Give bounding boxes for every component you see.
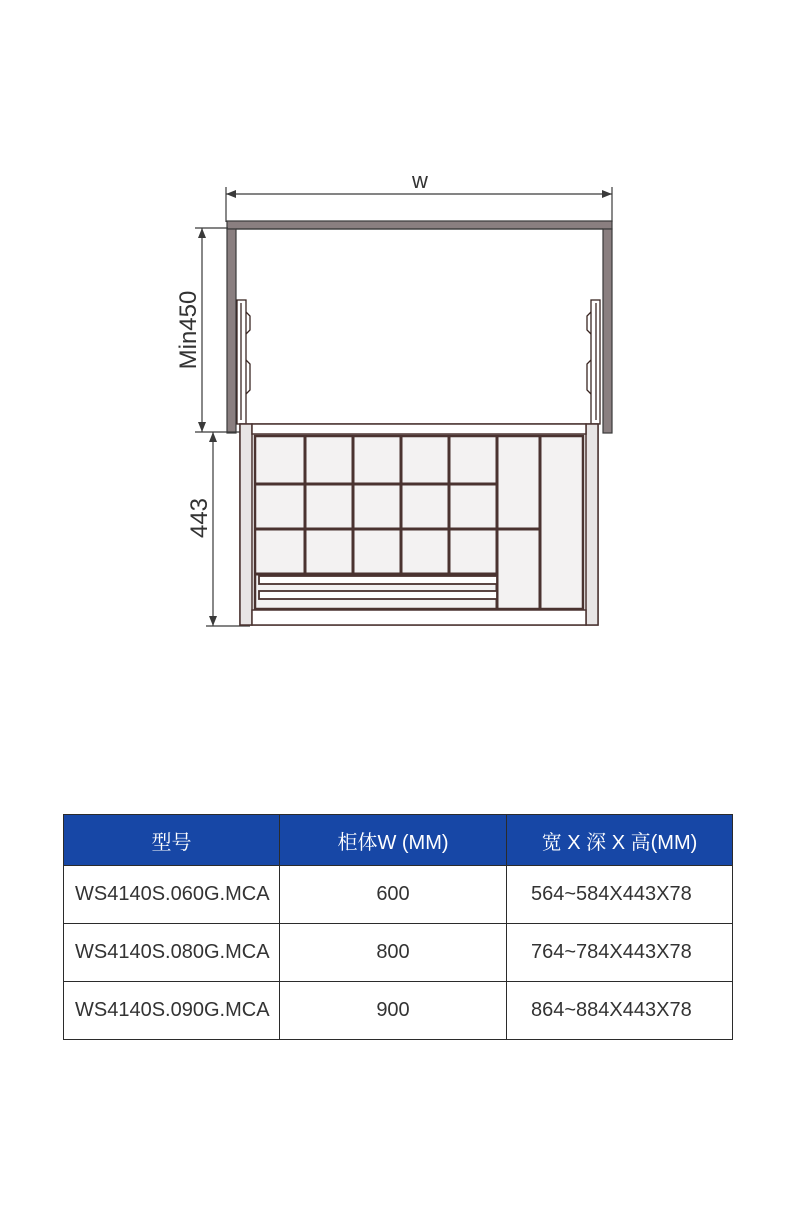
model-cell: WS4140S.090G.MCA bbox=[64, 982, 280, 1040]
cabinet-frame bbox=[227, 221, 612, 433]
spec-table bbox=[63, 814, 733, 1040]
model-cell: WS4140S.080G.MCA bbox=[64, 924, 280, 982]
model-cell: WS4140S.060G.MCA bbox=[64, 866, 280, 924]
left-lift-mechanism bbox=[237, 300, 250, 424]
dimensions-cell: 864~884X443X78 bbox=[507, 982, 733, 1040]
right-lift-mechanism bbox=[587, 300, 600, 424]
cabinet-width-cell: 600 bbox=[280, 866, 507, 924]
cabinet-width-cell: 800 bbox=[280, 924, 507, 982]
table-row bbox=[64, 924, 733, 982]
table-row bbox=[64, 866, 733, 924]
table-row bbox=[64, 982, 733, 1040]
table-header-row bbox=[64, 815, 733, 866]
width-label: w bbox=[412, 168, 428, 193]
basket-height-label: 443 bbox=[186, 497, 213, 539]
dimensions-cell: 564~584X443X78 bbox=[507, 866, 733, 924]
min-height-label: Min450 bbox=[175, 290, 202, 370]
dimensions-cell: 764~784X443X78 bbox=[507, 924, 733, 982]
column-header-model: 型号 bbox=[64, 815, 280, 866]
column-header-dimensions: 宽 X 深 X 高(MM) bbox=[507, 815, 733, 866]
column-header-cabinet-width: 柜体W (MM) bbox=[280, 815, 507, 866]
cabinet-width-cell: 900 bbox=[280, 982, 507, 1040]
